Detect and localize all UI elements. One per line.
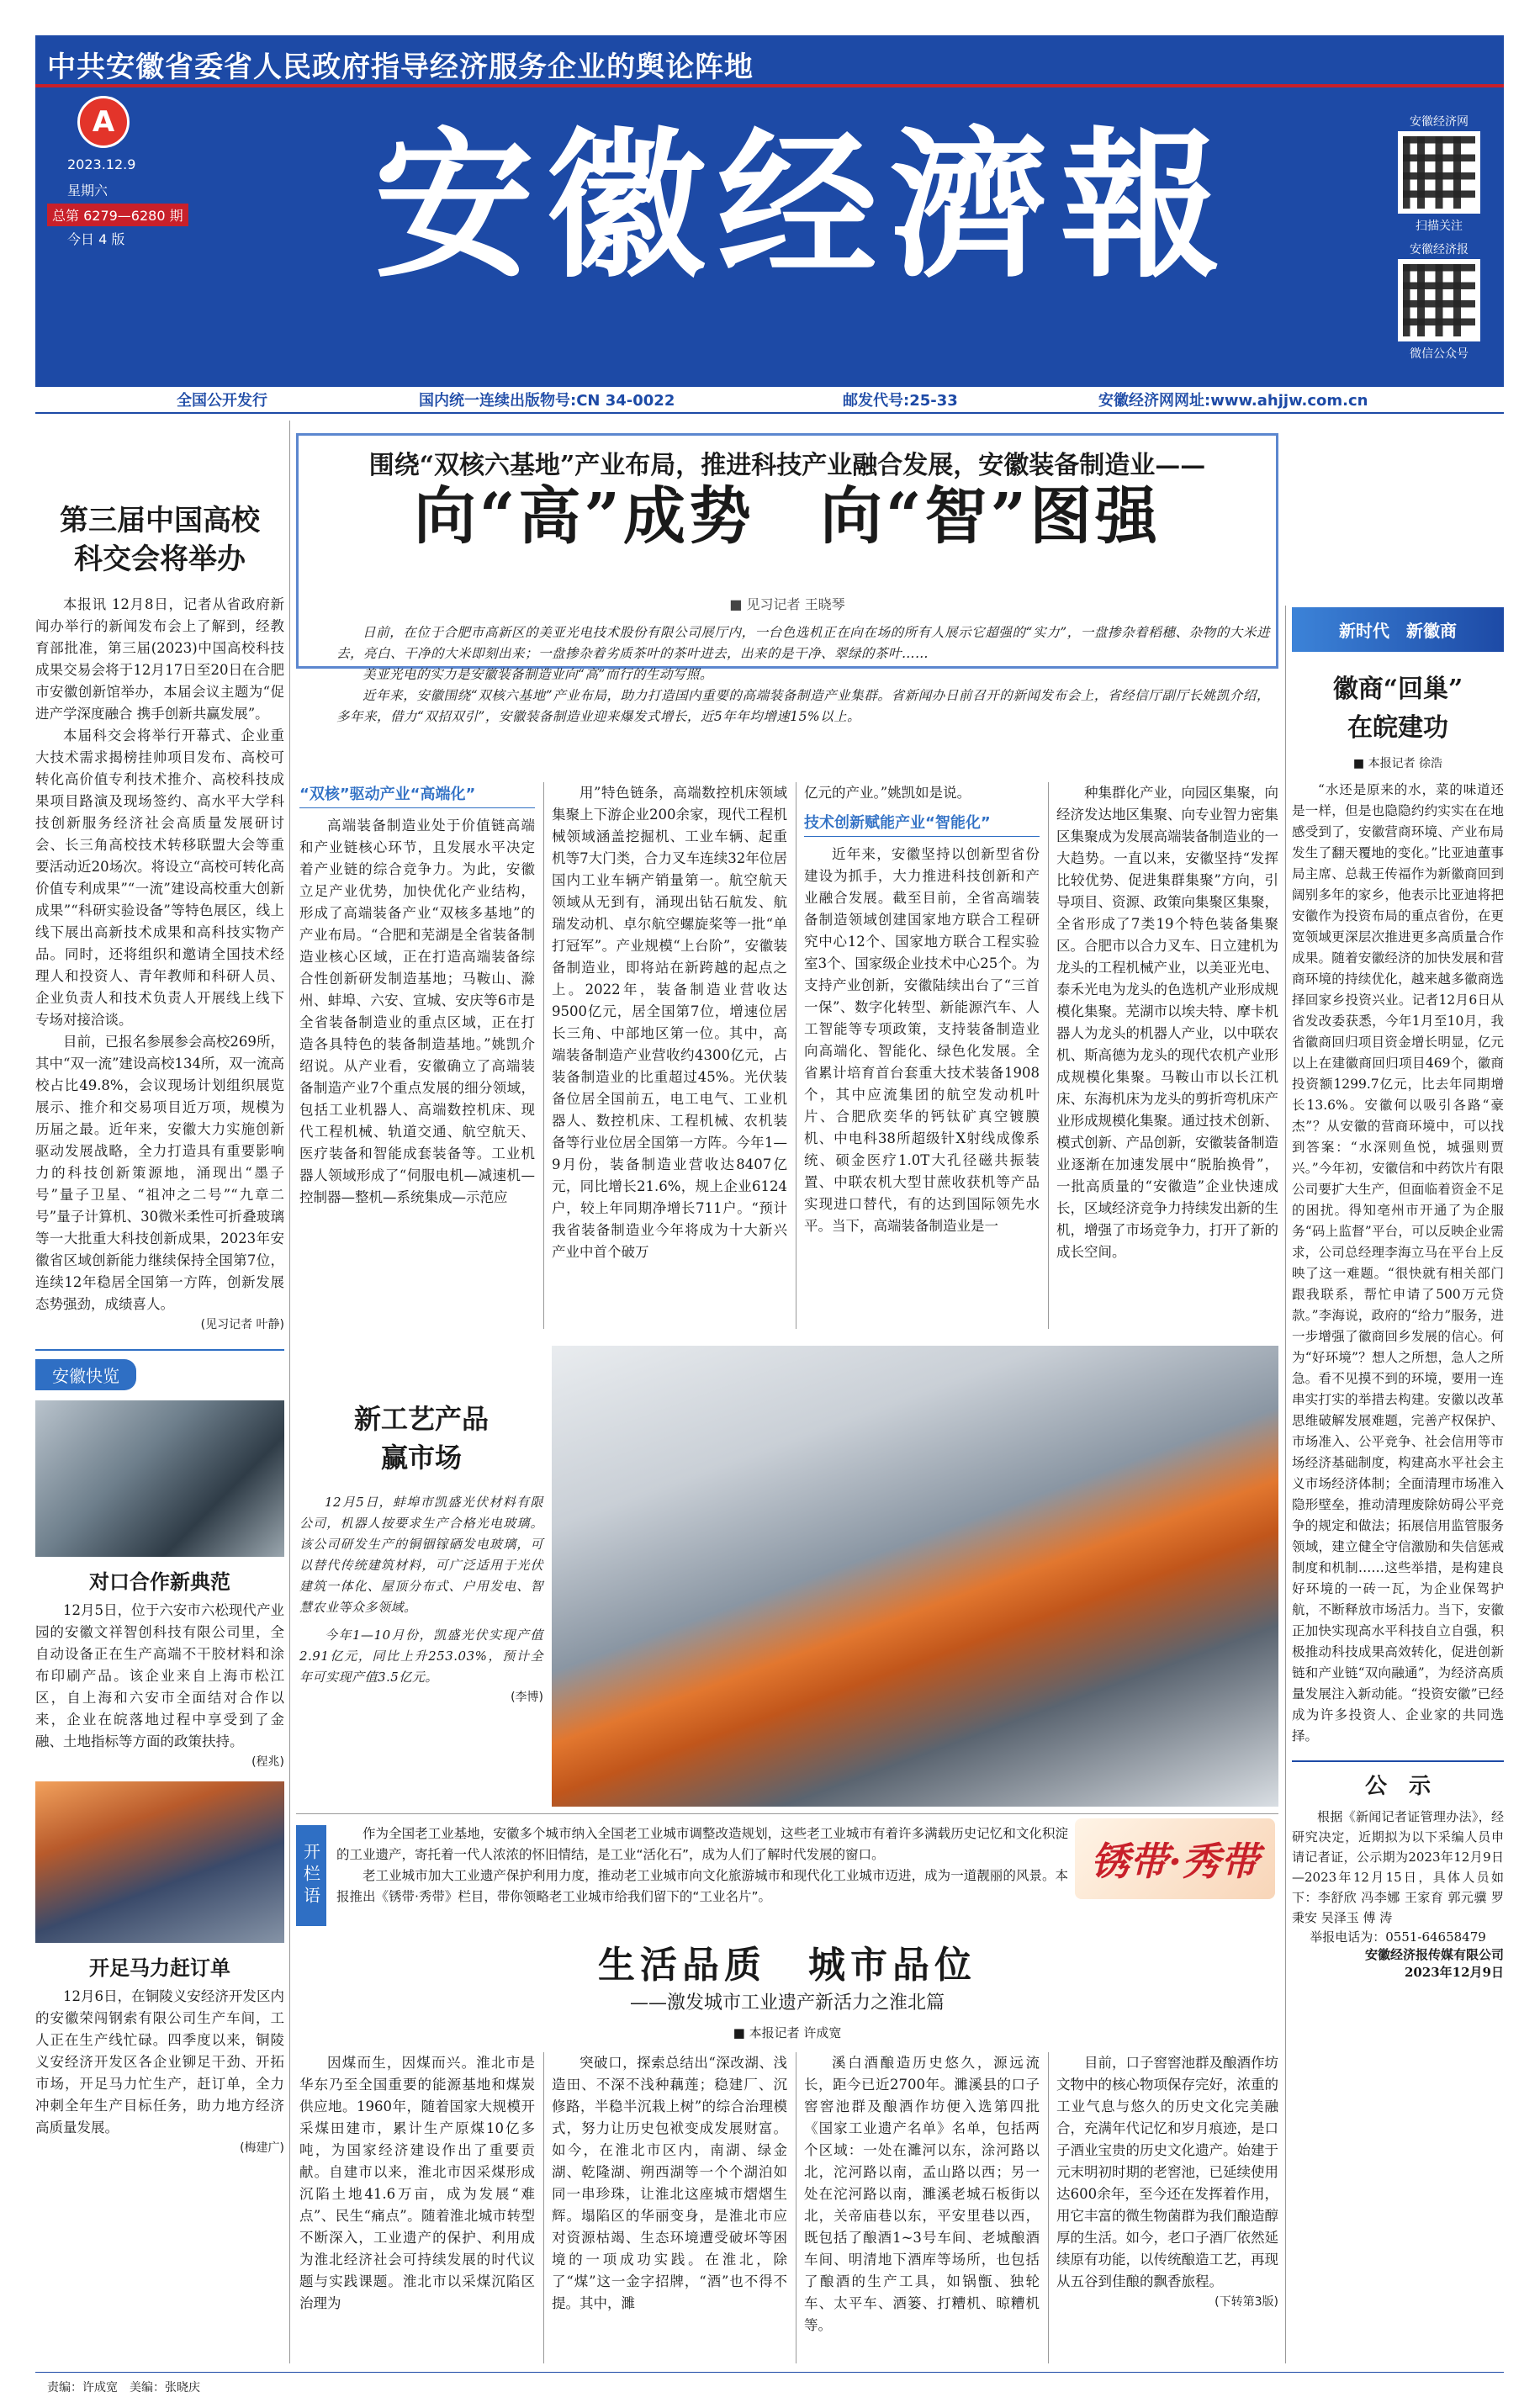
intro-paragraph: 日前，在位于合肥市高新区的美亚光电技术股份有限公司展厅内，一台色选机正在向在场的所有人展示它超强的“实力”，一盘掺杂着稻穗、杂物的大米进去，亮白、干净的大米即刻出来；一盘掺杂着劣质茶叶的茶叶进去，出来的是干净、翠绿的茶叶…… [336,625,1270,661]
bottom-column-3 [804,2052,1040,2337]
section-head: 技术创新赋能产业“智能化” [804,811,1040,837]
left-column [35,421,284,2156]
lead-paragraph: 近年来，安徽坚持以创新型省份建设为抓手，大力推进科技创新和产业融合发展。截至目前，全省高端装备制造领域创建国家地方联合工程研究中心12个、国家地方联合工程实验室3个、国家级企业技术中心25个。为支持产业创新，安徽陆续出台了“三首一保”、数字化转型、新能源汽车、人工智能等专项政策，支持装备制造业向高端化、智能化、绿色化发展。全省累计培育首台套重大技术装备1908个，其中应流集团的航空发动机叶片、合肥欣奕华的钙钛矿真空镀膜机、中电科38所超级针X射线成像系统、硕金医疗1.0T大孔径磁共振装置、中联农机大型甘蔗收获机等产品实现进口替代，有的达到国际领先水平。当下，高端装备制造业是一 [804,846,1040,1234]
inset-paragraph: 今年1—10月份，凯盛光伏实现产值2.91亿元，同比上升253.03%，预计全年可实现产值3.5亿元。 [299,1627,543,1685]
lead-column-2 [552,782,787,1263]
factory-photo [35,1400,284,1557]
issue-number: 总第 6279—6280 期 [47,204,188,226]
bottom-headline: 生活品质 城市品位 [598,1944,976,1987]
byline: (李博) [511,1691,543,1704]
website[interactable]: 安徽经济网网址:www.ahjjw.com.cn [1098,392,1368,410]
lead-reporter: ■ 见习记者 王晓琴 [729,596,845,612]
distribution: 全国公开发行 [177,392,267,410]
section-head: “双核”驱动产业“高端化” [299,782,535,808]
column-divider [1048,782,1049,1329]
column-banner: 新时代 新徽商 [1292,607,1504,652]
bottom-paragraph: 因煤而生，因煤而兴。淮北市是华东乃至全国重要的能源基地和煤炭供应地。1960年，随着国家大规模开采煤田建市，累计生产原煤10亿多吨，为国家经济建设作出了重要贡献。自建市以来，淮北市因采煤形成沉陷土地41.6万亩，成为发展“难点”、民生“痛点”。随着淮北城市转型不断深入，工业遗产的保护、利用成为淮北经济社会可持续发展的时代议题与实践课题。淮北市以采煤沉陷区治理为 [299,2055,535,2311]
bottom-paragraph: 目前，口子窖窖池群及酿酒作坊文物中的核心物项保存完好，浓重的工业气息与悠久的历史文化完美融合，充满年代记忆和岁月痕迹，是口子酒业宝贵的历史文化遗产。始建于元末明初时期的老窖池，已延续使用达600余年，至今还在发挥着作用，用它丰富的微生物菌群为我们酿造醇厚的生活。如今，老口子酒厂依然延续原有功能，以传统酿造工艺，再现从五谷到佳酿的飘香旅程。 [1056,2055,1278,2289]
intro-paragraph: 美亚光电的实力是安徽装备制造业向“高”而行的生动写照。 [363,667,713,682]
column-badge: 锈带·秀带 [1075,1818,1275,1899]
lead-intro [336,622,1270,728]
postal-code: 邮发代号:25-33 [843,392,958,410]
intro-paragraph: 老工业城市加大工业遗产保护利用力度，推动老工业城市向文化旅游城市和现代化工业城市迈进，成为一道靓丽的风景。本报推出《锈带·秀带》栏目，带你领略老工业城市给我们留下的“工业名片”。 [336,1868,1068,1904]
divider [296,1813,1278,1814]
column-divider [1285,606,1286,2363]
byline: (见习记者 叶静) [200,1318,284,1331]
slogan: 中共安徽省委省人民政府指导经济服务企业的舆论阵地 [47,50,754,84]
byline: (程兆) [251,1755,284,1769]
right-column [1292,607,1504,1981]
bottom-column-2 [552,2052,787,2315]
footer-rule [35,2372,1504,2373]
lead-paragraph: 用”特色链条，高端数控机床领域集聚上下游企业200余家，现代工程机械领域涵盖挖掘机、工业车辆、起重机等7大门类，合力叉车连续32年位居国内工业车辆产销量第一。航空航天领域从无到有，涌现出钻石航发、航瑞发动机、卓尔航空螺旋桨等一批“单打冠军”。产业规模“上台阶”，安徽装备制造业，即将站在新跨越的起点之上。2022年，装备制造业营收达9500亿元，居全国第7位，增速位居长三角、中部地区第一位。其中，高端装备制造产业营收约4300亿元，占装备制造业的比重超过45%。光伏装备位居全国前五，电工电气、工业机器人、数控机床、工程机械、农机装备等行业位居全国第一方阵。今年1—9月份，装备制造业营收达8407亿元，同比增长21.6%，规上企业6124户，较上年同期净增长711户。“预计我省装备制造业今年将成为十大新兴产业中首个破万 [552,785,787,1260]
column-divider [289,421,290,2363]
notice-text: 根据《新闻记者证管理办法》，经研究决定，近期拟为以下采编人员申请记者证，公示期为2023年12月9日—2023年12月15日，具体人员如下：李舒欣 冯李娜 王家育 郭元骥 罗秉安 吴泽玉 傅 涛 [1292,1809,1504,1925]
notice-title: 公 示 [1364,1774,1431,1799]
section-tag: 安徽快览 [35,1359,136,1390]
worker-photo [35,1781,284,1943]
lead-column-1 [299,782,535,1209]
bottom-paragraph: 突破口，探索总结出“深改湖、浅造田、不深不浅种藕莲；稳建厂、沉修路，半稳半沉栽上树”的综合治理模式，努力让历史包袱变成发展财富。如今，在淮北市区内，南湖、绿金湖、乾隆湖、朔西湖等一个个湖泊如同一串珍珠，让淮北这座城市熠熠生辉。塌陷区的华丽变身，是淮北市应对资源枯竭、生态环境遭受破坏等困境的一项成功实践。在淮北，除了“煤”这一金字招牌，“酒”也不得不提。其中，濉 [552,2055,787,2311]
qr-code-icon[interactable] [1398,131,1480,214]
story-paragraph: 12月6日，在铜陵义安经济开发区内的安徽荣闯钢索有限公司生产车间，工人正在生产线忙碌。四季度以来，铜陵义安经济开发区各企业铆足干劲、开拓市场，开足马力忙生产，赶订单，全力冲刺全年生产目标任务，助力地方经济高质量发展。 [35,1988,284,2135]
column-intro [336,1823,1068,1908]
editors-credit: 责编：许成宽 美编：张晓庆 [47,2381,200,2395]
notice-org: 安徽经济报传媒有限公司 [1364,1947,1504,1962]
story-title: 在皖建功 [1347,713,1448,743]
inset-story [299,1400,543,1705]
qr2-label-bottom: 微信公众号 [1410,347,1469,361]
lead-column-3 [804,782,1040,1237]
inset-title: 新工艺产品 [353,1403,489,1435]
logo-icon: A [77,96,130,148]
issue-date: 2023.12.9 [67,156,136,172]
qr-code-icon[interactable] [1398,259,1480,341]
story-title: 开足马力赶订单 [89,1956,230,1980]
story-paragraph: 本报讯 12月8日，记者从省政府新闻办举行的新闻发布会上了解到，经教育部批准，第三届(2023)中国高校科技成果交易会将于12月17日至20日在合肥市安徽创新馆举办，本届会议主题为“促进产学深度融合 携手创新共赢发展”。 [35,596,284,722]
qr2-label-top: 安徽经济报 [1410,243,1469,257]
story-paragraph: 12月5日，位于六安市六松现代产业园的安徽文祥智创科技有限公司里，全自动设备正在生产高端不干胶材料和涂布印刷产品。该企业来自上海市松江区，自上海和六安市全面结对合作以来，企业在皖落地过程中享受到了金融、土地指标等方面的政策扶持。 [35,1602,284,1749]
intro-paragraph: 作为全国老工业基地，安徽多个城市纳入全国老工业城市调整改造规划，这些老工业城市有着许多满载历史记忆和文化积淀的工业遗产，寄托着一代人浓浓的怀旧情结，是工业“活化石”，成为人们了解时代发展的窗口。 [336,1826,1068,1862]
story-title: 徽商“回巢” [1332,675,1463,704]
bottom-reporter: ■ 本报记者 许成宽 [733,2025,842,2040]
story-paragraph: 本届科交会将举行开幕式、企业重大技术需求揭榜挂帅项目发布、高校可转化高价值专利技术推介、高校科技成果项目路演及现场签约、高水平大学科技创新服务经济社会高质量发展研讨会、长三角高校技术转移联盟大会等重要活动近20场次。将设立“高校可转化高价值专利成果”“一流”建设高校重大创新成果”“科研实验设备”等特色展区，线上线下展出高新技术成果和高科技实物产品。同时，还将组织和邀请全国技术经理人和投资人、青年教师和科研人员、企业负责人和技术负责人开展线上线下专场对接洽谈。 [35,728,284,1028]
bottom-paragraph: 溪白酒酿造历史悠久，源远流长，距今已近2700年。濉溪县的口子窖窖池群及酿酒作坊便入选第四批《国家工业遗产名单》名单，包括两个区域：一处在濉河以东，涂河路以北，沱河路以南，孟山路以西；另一处在沱河路以南，濉溪老城石板街以北，关帝庙巷以东，平安里巷以西，既包括了酿酒1~3号车间、老城酿酒车间、明清地下酒库等场所，也包括了酿酒的生产工具，如锅甑、独轮车、太平车、酒篓、打糟机、晾糟机等。 [804,2055,1040,2333]
story-title: 科交会将举办 [74,542,246,576]
notice-phone: 举报电话为：0551-64658479 [1310,1929,1486,1945]
column-divider [543,782,544,1329]
issue-weekday: 星期六 [67,183,108,198]
story-paragraph: “水还是原来的水，菜的味道还是一样，但是也隐隐约约实实在在地感受到了，安徽营商环境、产业布局发生了翻天覆地的变化。”比亚迪董事局主席、总裁王传福作为新徽商回到阔别多年的家乡，他表示比亚迪将把安徽作为投资布局的重点省份，在更宽领域更深层次推进更多高质量合作成果。随着安徽经济的加快发展和营商环境的持续优化，越来越多徽商选择回家乡投资兴业。记者12月6日从省发改委获悉，今年1月至10月，我省徽商回归项目资金增长明显，亿元以上在建徽商回归项目469个，徽商投资额1299.7亿元，比去年同期增长13.6%。安徽何以吸引各路“豪杰”？从安徽的营商环境中，可以找到答案：“水深则鱼悦，城强则贾兴。”今年初，安徽信和中药饮片有限公司要扩大生产，但面临着资金不足的困扰。得知亳州市开通了为企服务“码上监督”平台，可以反映企业需求，公司总经理李海立马在平台上反映了这一难题。“很快就有相关部门跟我联系，帮忙申请了500万元贷款。”李海说，政府的“给力”服务，进一步增强了徽商回乡发展的信心。何为“好环境”？想人之所想，急人之所急。看不见摸不到的环境，要用一连串实打实的举措去构建。安徽以改革思维破解发展难题，完善产权保护、市场准入、公平竞争、社会信用等市场经济基础制度，构建高水平社会主义市场经济体制；全面清理市场准入隐形壁垒，推动清理废除妨碍公平竞争的规定和做法；拓展信用监管服务领域，建立健全守信激励和失信惩戒制度和机制……这些举措，是构建良好环境的一砖一瓦，为企业保驾护航，不断释放市场活力。当下，安徽正加快实现高水平科技自立自强，积极推动科技成果高效转化，促进创新链和产业链“双向融通”，为经济高质量发展注入新动能。“投资安徽”已经成为许多投资人、企业家的共同选择。 [1292,782,1504,1744]
publication-info-bar [35,384,1504,414]
inset-title: 赢市场 [380,1442,462,1474]
cn-number: 国内统一连续出版物号:CN 34-0022 [419,392,675,410]
bottom-column-4 [1056,2052,1278,2310]
qr1-label-bottom: 扫描关注 [1416,220,1463,233]
bottom-column-1 [299,2052,535,2315]
newspaper-title: 安徽经濟報 [373,112,1232,299]
lead-headline: 向“高”成势 向“智”图强 [413,480,1162,553]
factory-robot-photo [552,1346,1278,1807]
story-title: 第三届中国高校 [60,504,260,537]
byline: (梅建广) [240,2141,284,2155]
qr1-label-top: 安徽经济网 [1410,115,1469,129]
notice-date: 2023年12月9日 [1404,1965,1504,1980]
lead-column-4 [1056,782,1278,1263]
lead-paragraph: 种集群化产业，向园区集聚，向经济发达地区集聚、向专业智力密集区集聚成为发展高端装备制造业的一大趋势。一直以来，安徽坚持“发挥比较优势、促进集群集聚”方向，引导项目、资源、政策向集聚区集聚，全省形成了7类19个特色装备集聚区。合肥市以合力叉车、日立建机为龙头的工程机械产业，以美亚光电、泰禾光电为龙头的色选机产业形成规模化集聚。芜湖市以埃夫特、摩卡机器人为龙头的机器人产业，以中联农机、斯高德为龙头的现代农机产业形成规模化集聚。马鞍山市以长江机床、东海机床为龙头的剪折弯机床产业形成规模化集聚。通过技术创新、模式创新、产品创新，安徽装备制造业逐渐在加速发展中“脱胎换骨”，一批高质量的“安徽造”企业快速成长，区域经济竞争力持续发出新的生机，增强了市场竞争力，打开了新的成长空间。 [1056,785,1278,1260]
column-tag: 开栏语 [296,1825,326,1926]
column-divider [543,2052,544,2363]
column-divider [1048,2052,1049,2363]
inset-paragraph: 12月5日，蚌埠市凯盛光伏材料有限公司，机器人按要求生产合格光电玻璃。该公司研发生产的铜铟镓硒发电玻璃，可以替代传统建筑材料，可广泛适用于光伏建筑一体化、屋顶分布式、户用发电、智慧农业等众多领域。 [299,1495,543,1615]
lead-paragraph: 亿元的产业。”姚凯如是说。 [804,785,971,801]
intro-paragraph: 近年来，安徽围绕“双核六基地”产业布局，助力打造国内重要的高端装备制造产业集群。省新闻办日前召开的新闻发布会上，省经信厅副厅长姚凯介绍，多年来，借力“双招双引”，安徽装备制造业迎来爆发式增长，近5年年均增速15%以上。 [336,688,1270,724]
reporter: ■ 本报记者 徐浩 [1352,757,1443,770]
story-title: 对口合作新典范 [89,1569,230,1594]
bottom-subheadline: ——激发城市工业遗产新活力之淮北篇 [629,1993,945,2014]
story-paragraph: 目前，已报名参展参会高校269所，其中“双一流”建设高校134所，双一流高校占比49.8%，会议现场计划组织展览展示、推介和交易项目近万项，规模为历届之最。近年来，安徽大力实施创新驱动发展战略，全力打造具有重要影响力的科技创新策源地，涌现出“墨子号”量子卫星、“祖冲之二号”“九章二号”量子计算机、30微米柔性可折叠玻璃等一大批重大科技创新成果，2023年安徽省区域创新能力继续保持全国第7位，连续12年稳居全国第一方阵，创新发展态势强劲，成绩喜人。 [35,1034,284,1312]
continued-note: (下转第3版) [1215,2295,1278,2309]
issue-pages: 今日 4 版 [67,231,125,247]
lead-kicker: 围绕“双核六基地”产业布局，推进科技产业融合发展，安徽装备制造业—— [368,451,1206,480]
lead-paragraph: 高端装备制造业处于价值链高端和产业链核心环节，且发展水平决定着产业链的综合竞争力。为此，安徽立足产业优势，加快优化产业结构，形成了高端装备产业“双核多基地”的产业布局。“合肥和芜湖是全省装备制造业核心区域，正在打造高端装备综合性创新研发制造基地；马鞍山、滁州、蚌埠、六安、宣城、安庆等6市是全省装备制造业的重点区域，正在打造各具特色的装备制造基地。”姚凯介绍说。从产业看，安徽确立了高端装备制造产业7个重点发展的细分领域，包括工业机器人、高端数控机床、现代工程机械、轨道交通、航空航天、医疗装备和智能成套装备等。工业机器人领域形成了“伺服电机—减速机—控制器—整机—系统集成—示范应 [299,818,535,1205]
